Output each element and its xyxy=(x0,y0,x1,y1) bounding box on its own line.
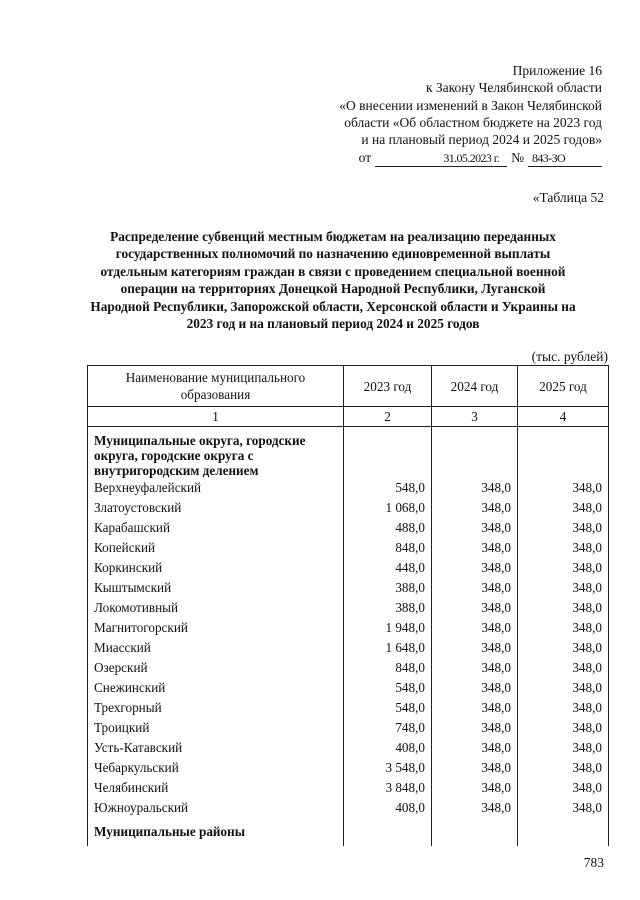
appendix-header xyxy=(339,62,602,167)
value-2025: 348,0 xyxy=(518,558,609,578)
municipality-name: Чебаркульский xyxy=(88,758,344,778)
appendix-line: Приложение 16 xyxy=(512,63,602,78)
value-2025: 348,0 xyxy=(518,598,609,618)
value-2023: 408,0 xyxy=(344,798,432,818)
value-2025: 348,0 xyxy=(518,798,609,818)
value-2023: 1 068,0 xyxy=(344,498,432,518)
document-title: Распределение субвенций местным бюджетам на реализацию переданных государственных полномочий по назначению единовременной выплаты отдельным категориям граждан в связи с проведением специальной военной операции на территориях Донецкой Народной Республики, Луганской Народной Республики, Запорожской области, Херсонской области и Украины на 2023 год и на плановый период 2024 и 2025 годов xyxy=(90,229,576,332)
value-2023: 488,0 xyxy=(344,518,432,538)
value-2024: 348,0 xyxy=(432,658,518,678)
table-row xyxy=(88,798,609,818)
value-2025: 348,0 xyxy=(518,578,609,598)
value-2023: 388,0 xyxy=(344,578,432,598)
table-header-row xyxy=(88,366,609,407)
law-date: 31.05.2023 г. xyxy=(375,151,507,167)
value-2023: 848,0 xyxy=(344,538,432,558)
value-2025: 348,0 xyxy=(518,518,609,538)
value-2025: 348,0 xyxy=(518,618,609,638)
value-2025: 348,0 xyxy=(518,778,609,798)
municipality-name: Копейский xyxy=(88,538,344,558)
column-number-row xyxy=(88,407,609,427)
value-2023: 548,0 xyxy=(344,678,432,698)
number-label: № xyxy=(511,150,524,166)
header-2024: 2024 год xyxy=(432,366,518,407)
table-row xyxy=(88,598,609,618)
municipality-name: Усть-Катавский xyxy=(88,738,344,758)
subvention-table xyxy=(87,365,609,846)
value-2023: 448,0 xyxy=(344,558,432,578)
value-2025: 348,0 xyxy=(518,738,609,758)
appendix-line: области «Об областном бюджете на 2023 год xyxy=(344,114,602,130)
value-2024: 348,0 xyxy=(432,718,518,738)
value-2025: 348,0 xyxy=(518,718,609,738)
value-2025: 348,0 xyxy=(518,658,609,678)
table-reference: «Таблица 52 xyxy=(532,190,604,205)
value-2024: 348,0 xyxy=(432,798,518,818)
group-label-districts: Муниципальные районы xyxy=(88,818,344,846)
value-2023: 3 548,0 xyxy=(344,758,432,778)
page-number: 783 xyxy=(583,855,604,870)
value-2023: 3 848,0 xyxy=(344,778,432,798)
value-2024: 348,0 xyxy=(432,498,518,518)
table-row xyxy=(88,518,609,538)
municipality-name: Локомотивный xyxy=(88,598,344,618)
value-2024: 348,0 xyxy=(432,678,518,698)
group-label-city-districts: Муниципальные округа, городские округа, городские округа с внутригородским делением xyxy=(88,427,344,479)
table-row xyxy=(88,618,609,638)
municipality-name: Кыштымский xyxy=(88,578,344,598)
value-2025: 348,0 xyxy=(518,678,609,698)
value-2023: 388,0 xyxy=(344,598,432,618)
value-2025: 348,0 xyxy=(518,478,609,498)
municipality-name: Челябинский xyxy=(88,778,344,798)
table-row xyxy=(88,498,609,518)
group-row xyxy=(88,818,609,846)
units-label: (тыс. рублей) xyxy=(531,349,608,364)
municipality-name: Магнитогорский xyxy=(88,618,344,638)
from-label: от xyxy=(358,150,372,166)
value-2024: 348,0 xyxy=(432,518,518,538)
value-2024: 348,0 xyxy=(432,598,518,618)
header-municipality: Наименование муниципального образования xyxy=(88,366,344,407)
value-2024: 348,0 xyxy=(432,538,518,558)
law-number: 843-ЗО xyxy=(528,151,602,167)
municipality-name: Трехгорный xyxy=(88,698,344,718)
table-row xyxy=(88,558,609,578)
municipality-name: Озерский xyxy=(88,658,344,678)
municipality-name: Южноуральский xyxy=(88,798,344,818)
value-2024: 348,0 xyxy=(432,738,518,758)
value-2023: 1 948,0 xyxy=(344,618,432,638)
value-2024: 348,0 xyxy=(432,638,518,658)
law-date-line xyxy=(339,149,602,166)
value-2023: 548,0 xyxy=(344,698,432,718)
value-2025: 348,0 xyxy=(518,638,609,658)
table-row xyxy=(88,478,609,498)
municipality-name: Миасский xyxy=(88,638,344,658)
municipality-name: Коркинский xyxy=(88,558,344,578)
table-row xyxy=(88,698,609,718)
value-2023: 748,0 xyxy=(344,718,432,738)
municipality-name: Снежинский xyxy=(88,678,344,698)
municipality-name: Златоустовский xyxy=(88,498,344,518)
table-row xyxy=(88,538,609,558)
value-2024: 348,0 xyxy=(432,778,518,798)
table-row xyxy=(88,578,609,598)
value-2025: 348,0 xyxy=(518,698,609,718)
municipality-name: Карабашский xyxy=(88,518,344,538)
value-2023: 1 648,0 xyxy=(344,638,432,658)
value-2023: 548,0 xyxy=(344,478,432,498)
header-2025: 2025 год xyxy=(518,366,609,407)
table-row xyxy=(88,718,609,738)
group-row xyxy=(88,427,609,479)
header-2023: 2023 год xyxy=(344,366,432,407)
table-row xyxy=(88,738,609,758)
value-2025: 348,0 xyxy=(518,538,609,558)
table-row xyxy=(88,658,609,678)
value-2025: 348,0 xyxy=(518,498,609,518)
value-2024: 348,0 xyxy=(432,558,518,578)
value-2023: 408,0 xyxy=(344,738,432,758)
value-2025: 348,0 xyxy=(518,758,609,778)
value-2024: 348,0 xyxy=(432,618,518,638)
appendix-line: к Закону Челябинской области xyxy=(425,80,602,96)
value-2024: 348,0 xyxy=(432,478,518,498)
municipality-name: Троицкий xyxy=(88,718,344,738)
table-row xyxy=(88,638,609,658)
appendix-line: «О внесении изменений в Закон Челябинской xyxy=(339,97,602,113)
appendix-line: и на плановый период 2024 и 2025 годов» xyxy=(361,132,602,148)
column-number: 4 xyxy=(518,407,609,427)
column-number: 1 xyxy=(88,407,344,427)
table-row xyxy=(88,758,609,778)
value-2023: 848,0 xyxy=(344,658,432,678)
value-2024: 348,0 xyxy=(432,698,518,718)
value-2024: 348,0 xyxy=(432,578,518,598)
table-row xyxy=(88,778,609,798)
municipality-name: Верхнеуфалейский xyxy=(88,478,344,498)
value-2024: 348,0 xyxy=(432,758,518,778)
table-row xyxy=(88,678,609,698)
column-number: 2 xyxy=(344,407,432,427)
column-number: 3 xyxy=(432,407,518,427)
